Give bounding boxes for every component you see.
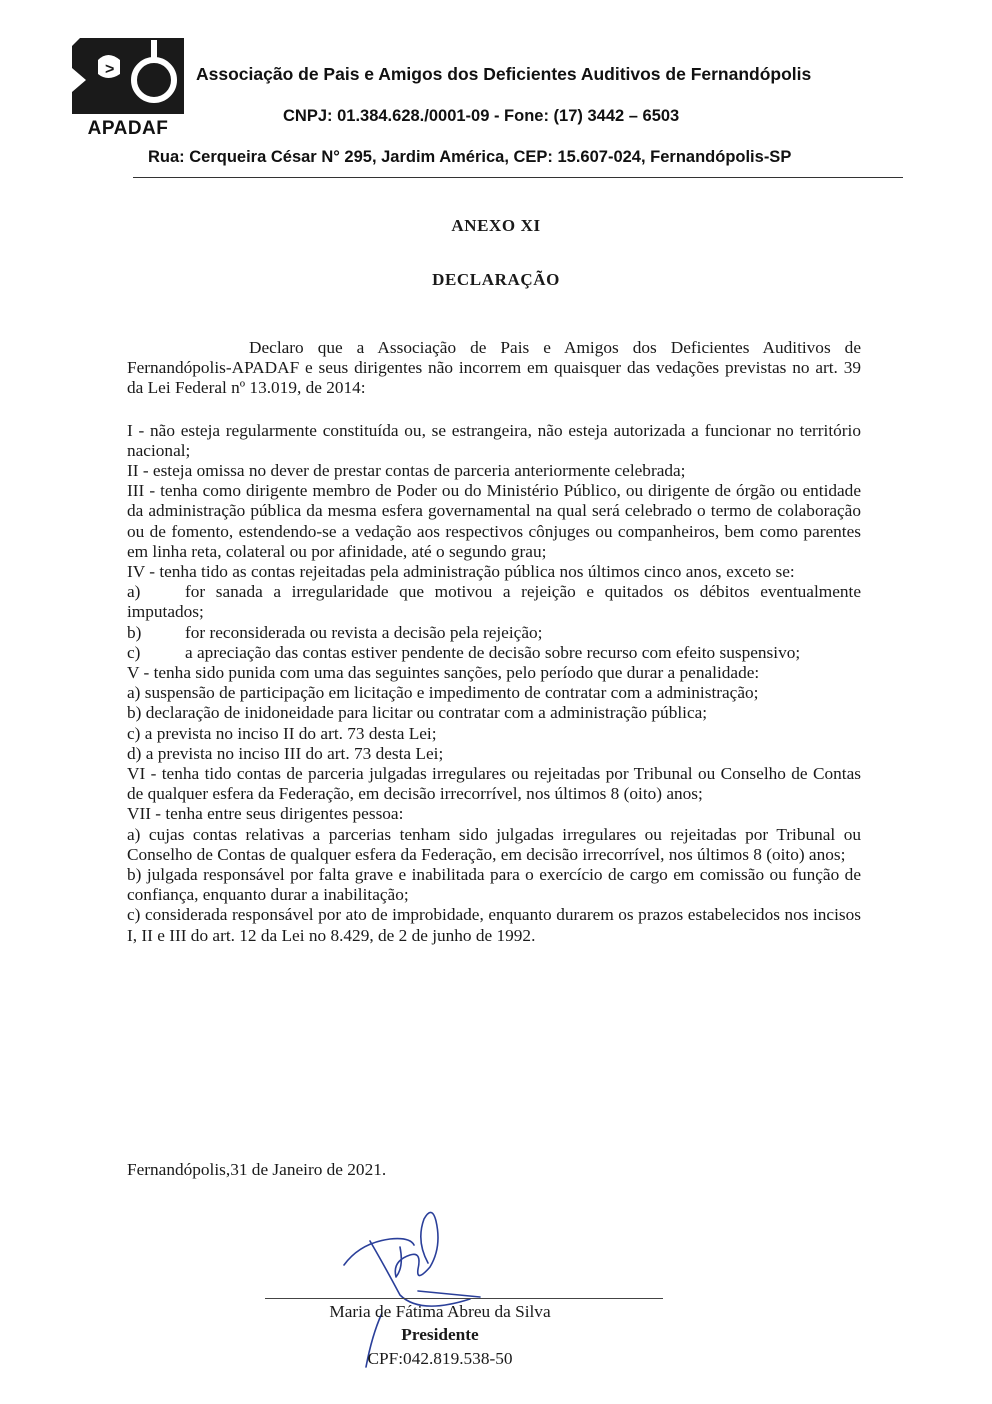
item-letter: b) <box>127 622 142 642</box>
item-text: a apreciação das contas estiver pendente de decisão sobre recurso com efeito suspensivo; <box>185 642 801 662</box>
list-item <box>127 724 861 744</box>
signatory-role: Presidente <box>401 1325 479 1344</box>
declaration-title: DECLARAÇÃO <box>432 270 560 289</box>
list-item <box>127 764 861 804</box>
signature-line <box>265 1298 663 1299</box>
list-item <box>127 905 861 945</box>
item-text: c) a prevista no inciso II do art. 73 desta Lei; <box>127 723 437 743</box>
item-text: a) cujas contas relativas a parcerias tenham sido julgadas irregulares ou rejeitadas por Tribunal ou Conselho de Contas de qualquer esfera da Federação, em decisão irrecorrível, nos últimos 8 (oito) anos; <box>127 824 861 864</box>
item-letter: a) <box>127 582 141 602</box>
apadaf-logo <box>68 34 188 139</box>
date-line: Fernandópolis,31 de Janeiro de 2021. <box>127 1160 387 1179</box>
list-item <box>127 744 861 764</box>
cnpj-phone: CNPJ: 01.384.628./0001-09 - Fone: (17) 3442 – 6503 <box>283 107 680 125</box>
handwritten-signature <box>330 1185 510 1375</box>
annex-title: ANEXO XI <box>451 216 541 235</box>
item-text: b) declaração de inidoneidade para licitar ou contratar com a administração pública; <box>127 703 708 723</box>
list-item <box>127 582 861 622</box>
item-text: V - tenha sido punida com uma das seguintes sanções, pelo período que durar a penalidade: <box>127 663 760 683</box>
list-item <box>127 703 861 723</box>
item-text: for reconsiderada ou revista a decisão pela rejeição; <box>185 622 543 642</box>
item-text: d) a prevista no inciso III do art. 73 desta Lei; <box>127 743 444 763</box>
list-item <box>127 804 861 824</box>
list-item <box>127 643 861 663</box>
list-item <box>127 461 861 481</box>
intro-paragraph: Declaro que a Associação de Pais e Amigos dos Deficientes Auditivos de Fernandópolis-APADAF e seus dirigentes não incorrem em quaisquer das vedações previstas no art. 39 da Lei Federal nº 13.019, de 2014: <box>127 338 861 398</box>
declaration-body <box>127 338 861 946</box>
list-item <box>127 623 861 643</box>
signatory-cpf: CPF:042.819.538-50 <box>367 1349 513 1368</box>
signatory-name: Maria de Fátima Abreu da Silva <box>329 1302 551 1321</box>
prohibitions-list <box>127 421 861 946</box>
list-item <box>127 683 861 703</box>
item-text: c) considerada responsável por ato de improbidade, enquanto durarem os prazos estabelecidos nos incisos I, II e III do art. 12 da Lei no 8.429, de 2 de junho de 1992. <box>127 905 861 945</box>
organization-address: Rua: Cerqueira César N° 295, Jardim América, CEP: 15.607-024, Fernandópolis-SP <box>148 148 792 166</box>
item-text: I - não esteja regularmente constituída ou, se estrangeira, não esteja autorizada a funcionar no território nacional; <box>127 420 861 460</box>
list-item <box>127 421 861 461</box>
item-text: IV - tenha tido as contas rejeitadas pela administração pública nos últimos cinco anos, exceto se: <box>127 562 795 582</box>
header-divider <box>133 177 903 178</box>
list-item <box>127 562 861 582</box>
item-text: for sanada a irregularidade que motivou a rejeição e quitados os débitos eventualmente imputados; <box>127 582 861 622</box>
item-text: b) julgada responsável por falta grave e inabilitada para o exercício de cargo em comissão ou função de confiança, enquanto durar a inabilitação; <box>127 865 861 905</box>
item-letter: c) <box>127 642 141 662</box>
item-text: VII - tenha entre seus dirigentes pessoa: <box>127 804 404 824</box>
item-text: II - esteja omissa no dever de prestar contas de parceria anteriormente celebrada; <box>127 461 686 481</box>
list-item <box>127 663 861 683</box>
list-item <box>127 865 861 905</box>
list-item <box>127 825 861 865</box>
item-text: III - tenha como dirigente membro de Poder ou do Ministério Público, ou dirigente de órgão ou entidade da administração pública da mesma esfera governamental na qual será celebrado o termo de colaboração ou de fomento, estendendo-se a vedação aos respectivos cônjuges ou companheiros, bem como parentes em linha reta, colateral ou por afinidade, até o segundo grau; <box>127 481 861 561</box>
organization-name: Associação de Pais e Amigos dos Deficientes Auditivos de Fernandópolis <box>196 64 812 84</box>
logo-wordmark: APADAF <box>87 118 169 139</box>
svg-text:>: > <box>105 61 115 78</box>
ear-logo-icon <box>68 34 188 118</box>
item-text: VI - tenha tido contas de parceria julgadas irregulares ou rejeitadas por Tribunal ou Conselho de Contas de qualquer esfera da Federação, em decisão irrecorrível, nos últimos 8 (oito) anos; <box>127 764 861 804</box>
item-text: a) suspensão de participação em licitação e impedimento de contratar com a administração; <box>127 683 759 703</box>
list-item <box>127 481 861 562</box>
